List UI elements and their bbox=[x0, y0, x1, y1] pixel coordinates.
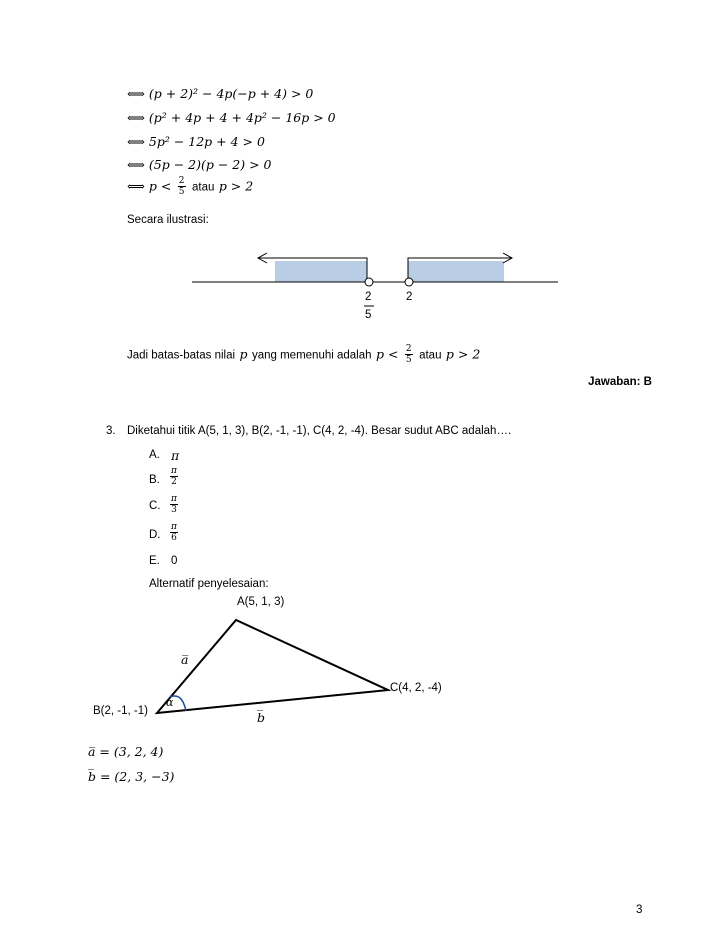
vector-a-label: a̅ bbox=[181, 652, 189, 667]
fraction-denominator: 2 bbox=[171, 477, 177, 487]
page-number: 3 bbox=[636, 904, 643, 916]
conclusion-fraction bbox=[405, 344, 413, 365]
option-d-letter: D. bbox=[149, 529, 161, 541]
conclusion-atau: atau bbox=[419, 349, 442, 362]
option-c-fraction bbox=[170, 494, 178, 515]
open-point-two-fifths bbox=[365, 278, 373, 286]
conclusion-middle: yang memenuhi adalah bbox=[251, 349, 372, 362]
option-b-fraction bbox=[170, 466, 178, 487]
numberline-label-den: 5 bbox=[365, 309, 372, 321]
answer-label: Jawaban: B bbox=[588, 376, 652, 388]
illustration-label: Secara ilustrasi: bbox=[127, 214, 209, 226]
angle-alpha-label: α bbox=[166, 696, 174, 709]
vector-a-definition: a̅ = (3, 2, 4) bbox=[88, 744, 164, 759]
step-5-suffix: p > 2 bbox=[218, 178, 254, 194]
shaded-region-left bbox=[275, 261, 367, 282]
step-2: ⟺ (p² + 4p + 4 + 4p² − 16p > 0 bbox=[127, 110, 336, 125]
fraction-numerator: 2 bbox=[178, 176, 185, 186]
step-5-atau: atau bbox=[191, 181, 215, 194]
open-point-two bbox=[405, 278, 413, 286]
fraction-denominator: 3 bbox=[171, 505, 177, 515]
question-number: 3. bbox=[106, 425, 116, 437]
conclusion-suffix: p > 2 bbox=[445, 346, 481, 362]
fraction-denominator: 5 bbox=[178, 187, 185, 197]
triangle-abc bbox=[157, 620, 388, 713]
conclusion bbox=[127, 344, 480, 365]
point-a-label: A(5, 1, 3) bbox=[237, 596, 285, 608]
alternative-solution-label: Alternatif penyelesaian: bbox=[149, 578, 269, 590]
step-5-prefix: ⟺ p < bbox=[127, 178, 172, 194]
option-a-value: π bbox=[171, 448, 180, 463]
step-3: ⟺ 5p² − 12p + 4 > 0 bbox=[127, 134, 265, 149]
point-b-label: B(2, -1, -1) bbox=[93, 705, 148, 717]
option-b-letter: B. bbox=[149, 474, 160, 486]
fraction-numerator: π bbox=[171, 494, 177, 504]
vector-b-definition: b̅ = (2, 3, −3) bbox=[88, 769, 175, 784]
option-c-letter: C. bbox=[149, 500, 161, 512]
fraction-denominator: 5 bbox=[405, 355, 412, 365]
point-c-label: C(4, 2, -4) bbox=[390, 682, 442, 694]
conclusion-var: p bbox=[239, 346, 248, 362]
option-d-fraction bbox=[170, 522, 178, 543]
option-a-letter: A. bbox=[149, 449, 160, 461]
step-1: ⟺ (p + 2)² − 4p(−p + 4) > 0 bbox=[127, 86, 314, 101]
step-4: ⟺ (5p − 2)(p − 2) > 0 bbox=[127, 157, 272, 172]
vector-b-label: b̅ bbox=[257, 710, 266, 725]
fraction-numerator: π bbox=[171, 522, 177, 532]
numberline-label-num: 2 bbox=[365, 291, 372, 303]
option-e-value: 0 bbox=[171, 555, 178, 567]
conclusion-prefix: Jadi batas-batas nilai bbox=[127, 349, 236, 362]
question-text: Diketahui titik A(5, 1, 3), B(2, -1, -1), C(4, 2, -4). Besar sudut ABC adalah…. bbox=[127, 425, 512, 437]
option-e-letter: E. bbox=[149, 555, 160, 567]
numberline-label-right: 2 bbox=[406, 291, 413, 303]
conclusion-ineq: p < bbox=[375, 346, 399, 362]
fraction-numerator: 2 bbox=[405, 344, 412, 354]
shaded-region-right bbox=[408, 261, 504, 282]
fraction-numerator: π bbox=[171, 466, 177, 476]
fraction-denominator: 6 bbox=[171, 533, 177, 543]
